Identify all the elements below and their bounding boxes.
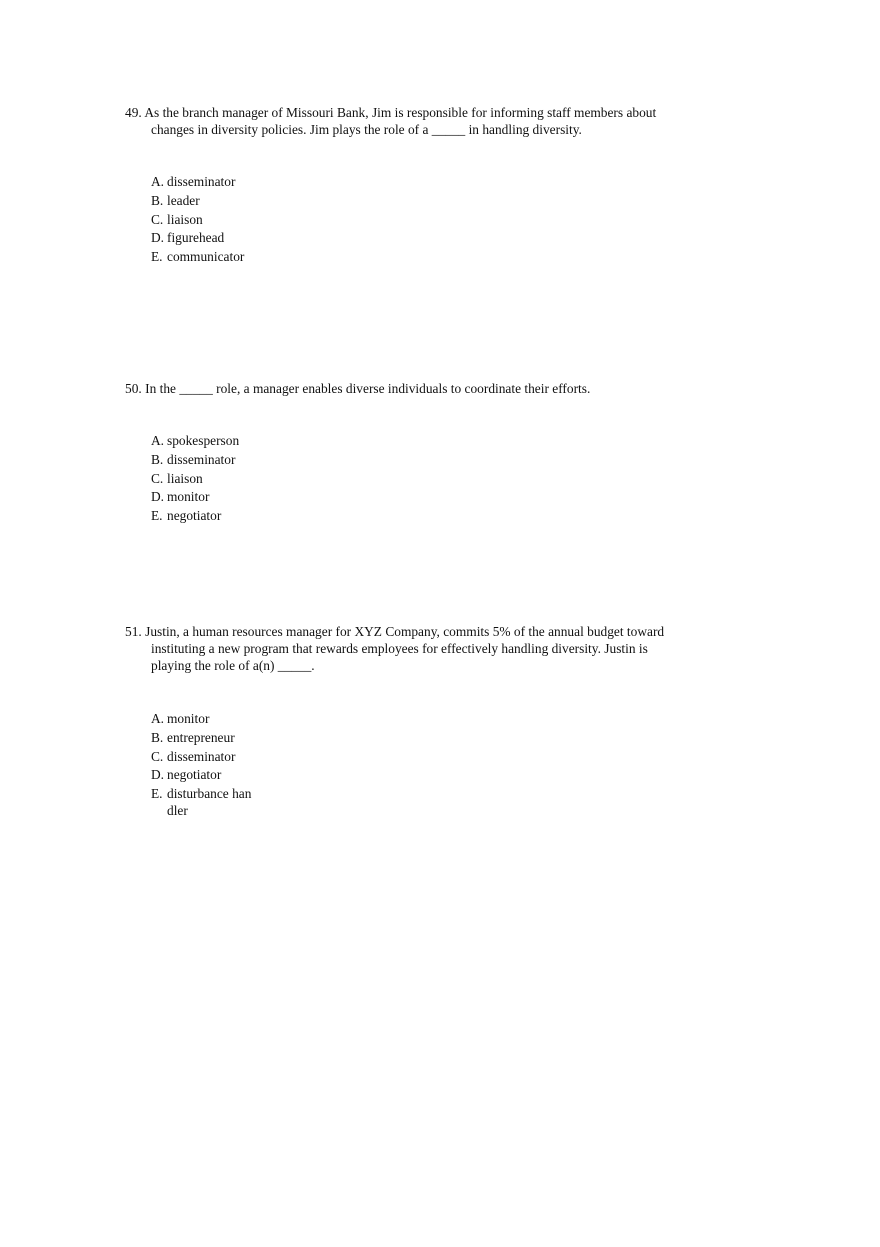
question-text [125,104,665,138]
choice-text: monitor [167,711,210,726]
question-number: 51. [125,624,142,639]
choice-letter: A. [151,174,165,189]
answer-choice-b [151,192,257,209]
choice-letter: B. [151,192,164,208]
choice-text: monitor [167,489,210,505]
answer-choice-a [151,710,257,727]
choice-text: disseminator [167,748,236,764]
answer-choice-b [151,729,257,746]
answer-choices [151,710,691,819]
question-text [125,380,665,397]
choice-letter: D. [151,489,165,505]
choice-letter: C. [151,748,164,764]
choice-letter: B. [151,451,164,467]
choice-text: negotiator [167,767,222,783]
question-prompt: As the branch manager of Missouri Bank, Jim is responsible for informing staff members about changes in diversity policies. Jim plays the role of a _____ in handling diversity. [144,105,657,137]
answer-choice-e [151,248,257,265]
question-text [125,623,665,674]
answer-choice-a [151,173,257,190]
answer-choice-a [151,432,257,449]
question-number: 50. [125,381,142,396]
question-51 [125,623,665,821]
answer-choice-d [151,229,257,246]
choice-letter: E. [151,249,163,265]
answer-choices [151,432,691,524]
choice-letter: C. [151,211,164,227]
choice-text: disseminator [167,451,236,467]
question-prompt: Justin, a human resources manager for XYZ Company, commits 5% of the annual budget toward instituting a new program that rewards employees for effectively handling diversity. Justin is playing the role of a(n) _____. [145,624,665,673]
choice-text: liaison [167,470,203,486]
answer-choices [151,173,691,265]
choice-text: communicator [167,249,245,265]
answer-choice-c [151,748,257,765]
answer-choice-d [151,766,257,783]
question-50 [125,380,665,526]
choice-letter: A. [151,711,165,726]
choice-text: leader [167,192,200,208]
choice-text: disseminator [167,174,236,189]
answer-choice-e [151,785,257,819]
answer-choice-c [151,211,257,228]
question-number: 49. [125,105,142,120]
question-prompt: In the _____ role, a manager enables diverse individuals to coordinate their efforts. [145,381,591,396]
choice-letter: D. [151,230,165,246]
choice-text: disturbance handler [167,786,252,819]
choice-letter: C. [151,470,164,486]
choice-text: spokesperson [167,433,240,448]
answer-choice-d [151,488,257,505]
answer-choice-c [151,470,257,487]
choice-text: entrepreneur [167,729,235,745]
answer-choice-e [151,507,257,524]
choice-text: liaison [167,211,203,227]
choice-text: figurehead [167,230,225,246]
choice-letter: B. [151,729,164,745]
answer-choice-b [151,451,257,468]
choice-letter: D. [151,767,165,783]
choice-letter: A. [151,433,165,448]
choice-letter: E. [151,508,163,524]
question-49 [125,104,665,267]
choice-text: negotiator [167,508,222,524]
choice-letter: E. [151,786,163,802]
